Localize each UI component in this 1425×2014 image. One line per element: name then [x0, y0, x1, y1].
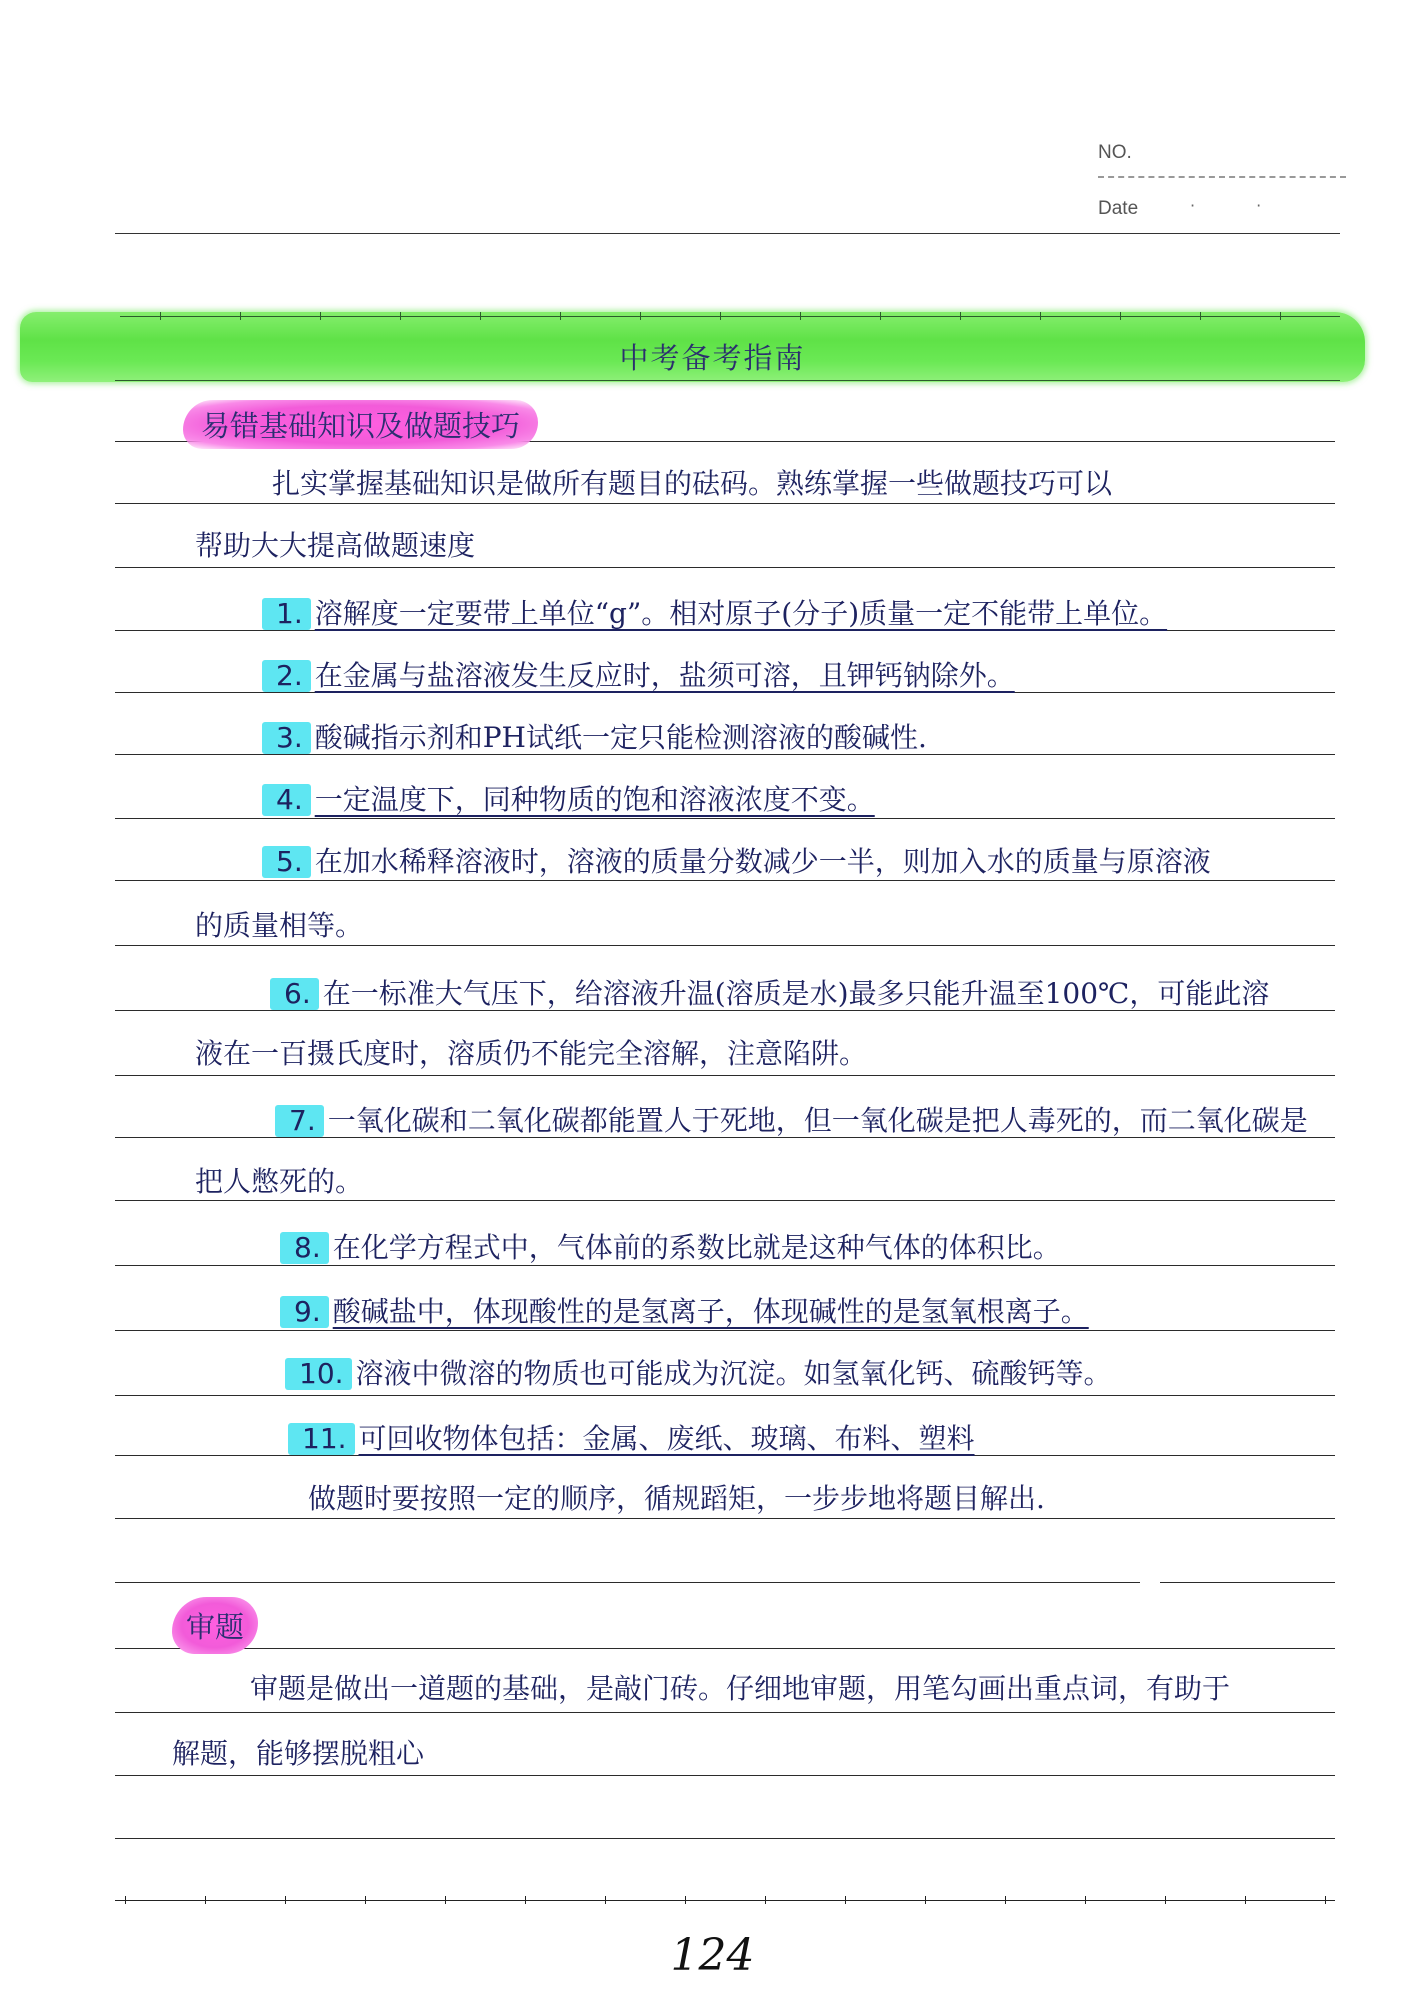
item-number: 7.: [275, 1105, 324, 1137]
item-number: 9.: [280, 1296, 329, 1328]
item-number: 5.: [262, 846, 311, 878]
list-item-continuation: 液在一百摄氏度时，溶质仍不能完全溶解，注意陷阱。: [195, 1037, 868, 1070]
ruled-line: [115, 630, 1335, 631]
ruler-tick: [1200, 312, 1201, 320]
ruler-tick: [1280, 312, 1281, 320]
ruled-line: [115, 1455, 1335, 1456]
list-item-continuation: 把人憋死的。: [195, 1165, 364, 1198]
ruler-tick: [320, 312, 321, 320]
ruler-tick: [1325, 1896, 1326, 1904]
ruler-tick: [1040, 312, 1041, 320]
intro-line-2: 帮助大大提高做题速度: [195, 529, 476, 562]
ruled-line: [115, 880, 1335, 881]
ruled-line: [115, 1582, 1140, 1583]
review-line-1: 审题是做出一道题的基础，是敲门砖。仔细地审题，用笔勾画出重点词，有助于: [250, 1672, 1231, 1705]
ruled-line: [115, 1265, 1335, 1266]
ruler-tick: [640, 312, 641, 320]
ruled-line: [115, 1200, 1335, 1201]
item-number: 8.: [280, 1232, 329, 1264]
item-number: 4.: [262, 784, 311, 816]
ruled-line: [1160, 1582, 1335, 1583]
item-number: 2.: [262, 660, 311, 692]
ruler-tick: [1085, 1896, 1086, 1904]
ruler-tick: [525, 1896, 526, 1904]
item-number: 10.: [285, 1358, 352, 1390]
section-heading-tips: 易错基础知识及做题技巧: [183, 400, 538, 449]
ruled-line: [115, 1775, 1335, 1776]
list-item: [288, 1423, 975, 1455]
ruler-tick: [400, 312, 401, 320]
list-item: [285, 1358, 1112, 1390]
list-item: [262, 660, 1015, 692]
item-number: 11.: [288, 1423, 355, 1455]
closing-line: 做题时要按照一定的顺序，循规蹈矩，一步步地将题目解出.: [308, 1482, 1045, 1515]
ruler-tick: [125, 1896, 126, 1904]
ruler-tick: [1120, 312, 1121, 320]
ruled-line: [115, 692, 1335, 693]
list-item: [262, 598, 1167, 630]
ruled-line: [115, 1010, 1335, 1011]
ruled-line: [115, 1838, 1335, 1839]
list-item: [262, 722, 927, 754]
ruler-tick: [365, 1896, 366, 1904]
item-text: 在金属与盐溶液发生反应时，盐须可溶，且钾钙钠除外。: [314, 659, 1015, 692]
ruler-tick: [560, 312, 561, 320]
list-item: [262, 846, 1211, 878]
page-number: 124: [670, 1930, 755, 1981]
ruled-line: [115, 1330, 1335, 1331]
ruler-tick: [445, 1896, 446, 1904]
ruler-tick: [800, 312, 801, 320]
ruler-tick: [1245, 1896, 1246, 1904]
ruler-tick: [605, 1896, 606, 1904]
item-number: 1.: [262, 598, 311, 630]
ruler-tick: [160, 312, 161, 320]
header-rule: [115, 233, 1340, 234]
ruled-line: [115, 1712, 1335, 1713]
item-text: 在化学方程式中，气体前的系数比就是这种气体的体积比。: [332, 1231, 1061, 1264]
item-text: 可回收物体包括：金属、废纸、玻璃、布料、塑料: [358, 1422, 975, 1455]
bottom-ruler: [115, 1900, 1335, 1901]
item-text: 酸碱盐中，体现酸性的是氢离子，体现碱性的是氢氧根离子。: [332, 1295, 1089, 1328]
review-line-2: 解题，能够摆脱粗心: [172, 1737, 425, 1770]
ruler-tick: [765, 1896, 766, 1904]
ruled-line: [115, 945, 1335, 946]
item-text: 溶液中微溶的物质也可能成为沉淀。如氢氧化钙、硫酸钙等。: [355, 1357, 1112, 1390]
title-rule: [115, 380, 1340, 381]
ruled-line: [115, 1648, 1335, 1649]
ruled-line: [115, 1395, 1335, 1396]
ruler-tick: [720, 312, 721, 320]
list-item: [280, 1232, 1061, 1264]
list-item: [280, 1296, 1089, 1328]
list-item: [262, 784, 875, 816]
list-item: [275, 1105, 1308, 1137]
ruler-tick: [925, 1896, 926, 1904]
ruler-tick: [240, 312, 241, 320]
list-item-continuation: 的质量相等。: [195, 909, 364, 942]
ruled-line: [115, 567, 1335, 568]
ruled-line: [115, 1518, 1335, 1519]
item-text: 一定温度下，同种物质的饱和溶液浓度不变。: [314, 783, 875, 816]
no-dashed-line: [1098, 176, 1346, 178]
ruler-tick: [960, 312, 961, 320]
date-label: Date: [1098, 198, 1139, 219]
item-text: 在一标准大气压下，给溶液升温(溶质是水)最多只能升温至100℃，可能此溶: [322, 977, 1270, 1010]
item-text: 在加水稀释溶液时，溶液的质量分数减少一半，则加入水的质量与原溶液: [314, 845, 1211, 878]
no-label: NO.: [1098, 142, 1132, 163]
section-heading-review: 审题: [172, 1597, 258, 1654]
ruled-line: [115, 1075, 1335, 1076]
ruled-line: [115, 503, 1335, 504]
ruler-tick: [845, 1896, 846, 1904]
list-item: [270, 978, 1269, 1010]
item-text: 溶解度一定要带上单位“g”。相对原子(分子)质量一定不能带上单位。: [314, 597, 1168, 630]
date-dots: · ·: [1190, 196, 1290, 215]
item-text: 酸碱指示剂和PH试纸一定只能检测溶液的酸碱性.: [314, 721, 927, 754]
ruler-tick: [1005, 1896, 1006, 1904]
ruler-tick: [1165, 1896, 1166, 1904]
item-number: 3.: [262, 722, 311, 754]
ruled-line: [115, 754, 1335, 755]
ruler-tick: [880, 312, 881, 320]
ruler-tick: [285, 1896, 286, 1904]
page-title: 中考备考指南: [619, 341, 806, 375]
ruled-line: [115, 1137, 1335, 1138]
intro-line-1: 扎实掌握基础知识是做所有题目的砝码。熟练掌握一些做题技巧可以: [272, 467, 1113, 500]
ruled-line: [115, 818, 1335, 819]
ruler-tick: [480, 312, 481, 320]
item-text: 一氧化碳和二氧化碳都能置人于死地，但一氧化碳是把人毒死的，而二氧化碳是: [327, 1104, 1308, 1137]
title-ruler: [120, 316, 1340, 317]
ruler-tick: [685, 1896, 686, 1904]
item-number: 6.: [270, 978, 319, 1010]
ruler-tick: [205, 1896, 206, 1904]
